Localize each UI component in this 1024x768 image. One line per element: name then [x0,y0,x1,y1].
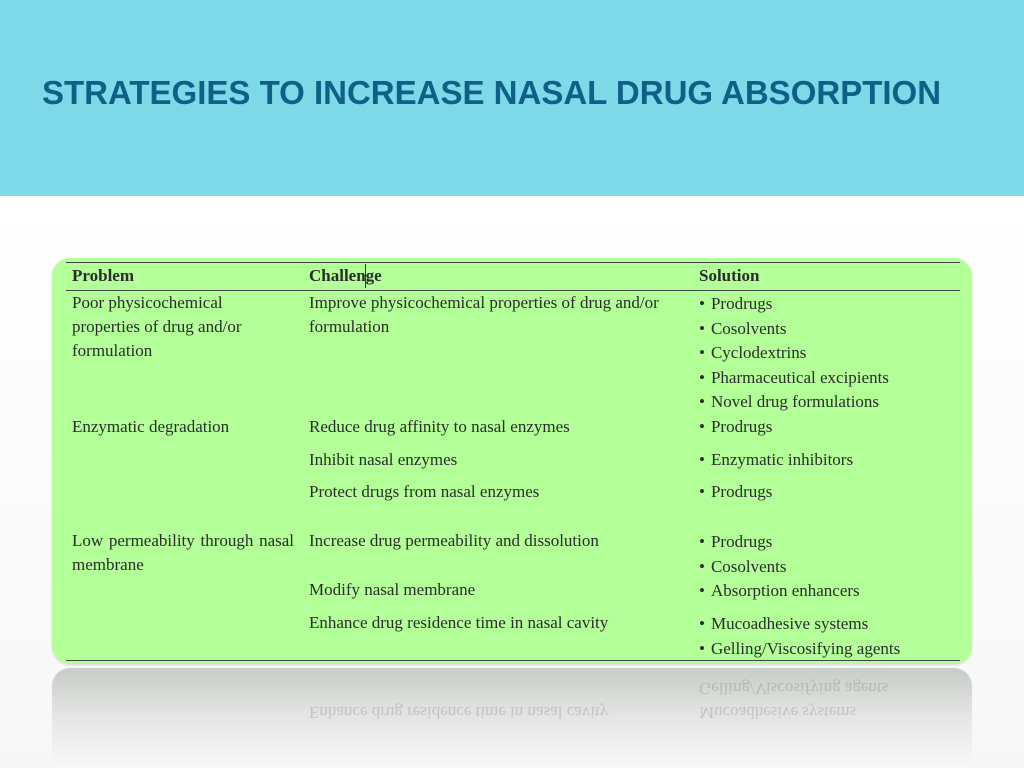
solution-item: • Cosolvents [699,555,787,580]
reflection-text: Gelling/Viscosifying agents [699,679,889,698]
challenge-cell: Reduce drug affinity to nasal enzymes [309,417,570,436]
reflection-text: Mucoadhesive systems [699,703,857,722]
problem-cell: Enzymatic degradation [72,417,230,436]
solution-item: • Absorption enhancers [699,579,860,604]
solution-item: • Gelling/Viscosifying agents [699,637,900,662]
table-image-card [52,258,972,664]
column-header-challenge: Challenge [309,266,382,285]
solution-item: • Prodrugs [699,530,772,555]
challenge-cell: Increase drug permeability and dissolution [309,531,599,550]
challenge-cell: Enhance drug residence time in nasal cavity [309,613,609,632]
column-header-problem: Problem [72,266,135,285]
problem-cell: Low permeability through nasal membrane [72,531,294,574]
solution-item: • Prodrugs [699,415,772,440]
solution-item: • Cyclodextrins [699,341,806,366]
solution-item: • Novel drug formulations [699,390,879,415]
challenge-cell: Modify nasal membrane [309,580,476,599]
challenge-cell: Inhibit nasal enzymes [309,450,458,469]
challenge-cell: Protect drugs from nasal enzymes [309,482,540,501]
solution-item: • Prodrugs [699,292,772,317]
challenge-cell: Improve physicochemical properties of drug and/or formulation [309,293,659,336]
solution-item: • Cosolvents [699,317,787,342]
column-header-solution: Solution [699,266,760,285]
solution-item: • Mucoadhesive systems [699,612,868,637]
problem-cell: Poor physicochemical properties of drug and/or formulation [72,293,242,360]
reflection-ghost-text [52,668,972,768]
reflection-text: Enhance drug residence time in nasal cavity [309,703,609,722]
table-reflection [52,668,972,768]
table-top-rule [66,262,960,263]
solution-item: • Pharmaceutical excipients [699,366,889,391]
solution-item: • Prodrugs [699,480,772,505]
slide-header [0,0,1024,196]
solution-item: • Enzymatic inhibitors [699,448,853,473]
slide-title: STRATEGIES TO INCREASE NASAL DRUG ABSORPTION [42,74,942,111]
